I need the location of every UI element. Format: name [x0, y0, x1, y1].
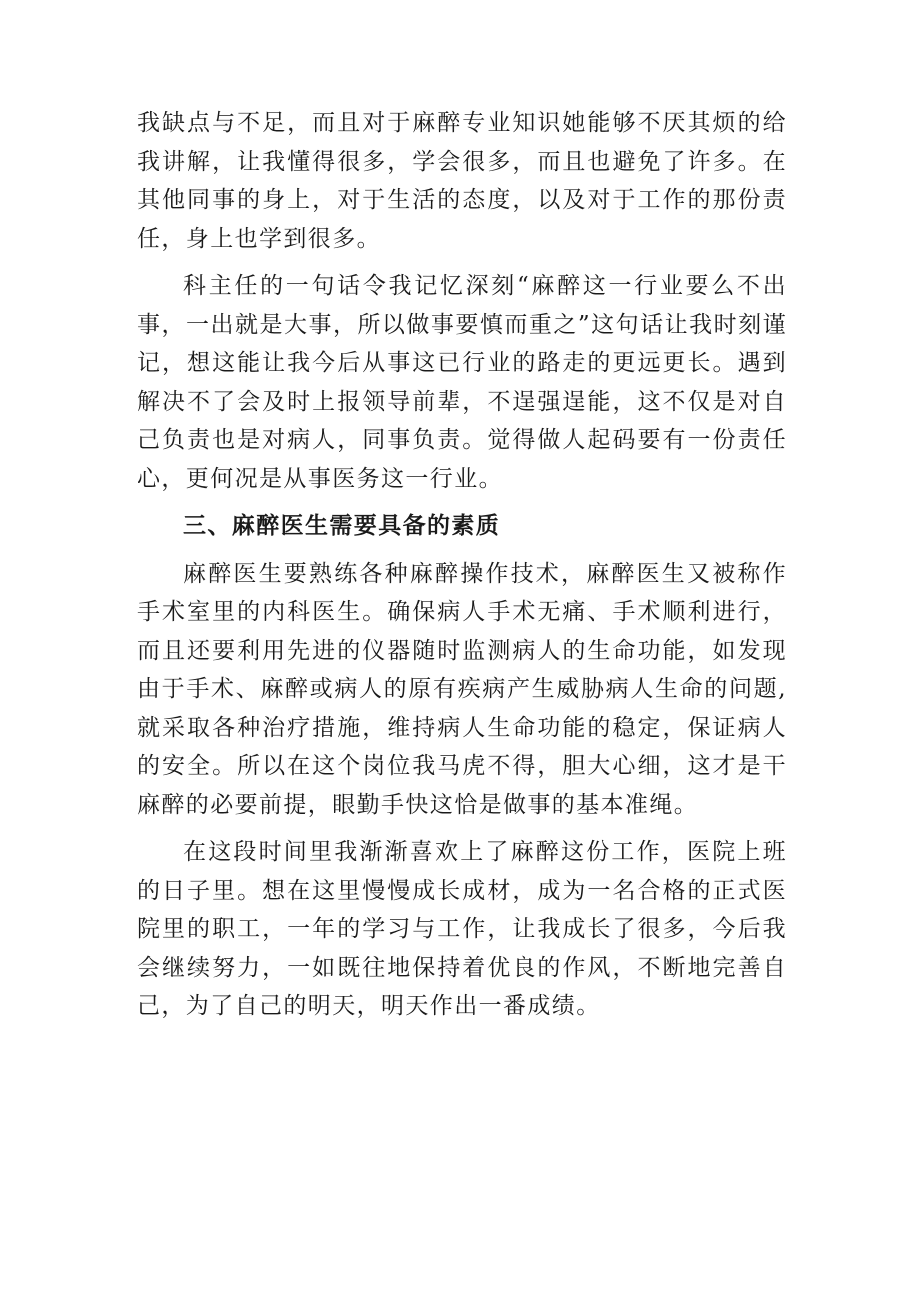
paragraph-conclusion: 在这段时间里我渐渐喜欢上了麻醉这份工作，医院上班的日子里。想在这里慢慢成长成材，成为一名合格的正式医院里的职工，一年的学习与工作，让我成长了很多，今后我会继续努力，一如既往地保持着优良的作风，不断地完善自己，为了自己的明天，明天作出一番成绩。: [137, 839, 787, 1019]
paragraph-director-quote: 科主任的一句话令我记忆深刻“麻醉这一行业要么不出事，一出就是大事，所以做事要慎而重之”这句话让我时刻谨记，想这能让我今后从事这已行业的路走的更远更长。遇到解决不了会及时上报领导前辈，不逞强逞能，这不仅是对自己负责也是对病人，同事负责。觉得做人起码要有一份责任心，更何况是从事医务这一行业。: [137, 273, 787, 492]
document-body: [137, 104, 787, 1035]
paragraph-anesthesiologist-qualities: 麻醉医生要熟练各种麻醉操作技术，麻醉医生又被称作手术室里的内科医生。确保病人手术无痛、手术顺利进行，而且还要利用先进的仪器随时监测病人的生命功能，如发现由于手术、麻醉或病人的原有疾病产生威胁病人生命的问题,就采取各种治疗措施，维持病人生命功能的稳定，保证病人的安全。所以在这个岗位我马虎不得，胆大心细，这才是干麻醉的必要前提，眼勤手快这恰是做事的基本准绳。: [137, 560, 787, 818]
section-heading-3: 三、麻醉医生需要具备的素质: [183, 513, 501, 539]
paragraph-continuation: 我缺点与不足，而且对于麻醉专业知识她能够不厌其烦的给我讲解，让我懂得很多，学会很多，而且也避免了许多。在其他同事的身上，对于生活的态度，以及对于工作的那份责任，身上也学到很多。: [137, 110, 787, 252]
